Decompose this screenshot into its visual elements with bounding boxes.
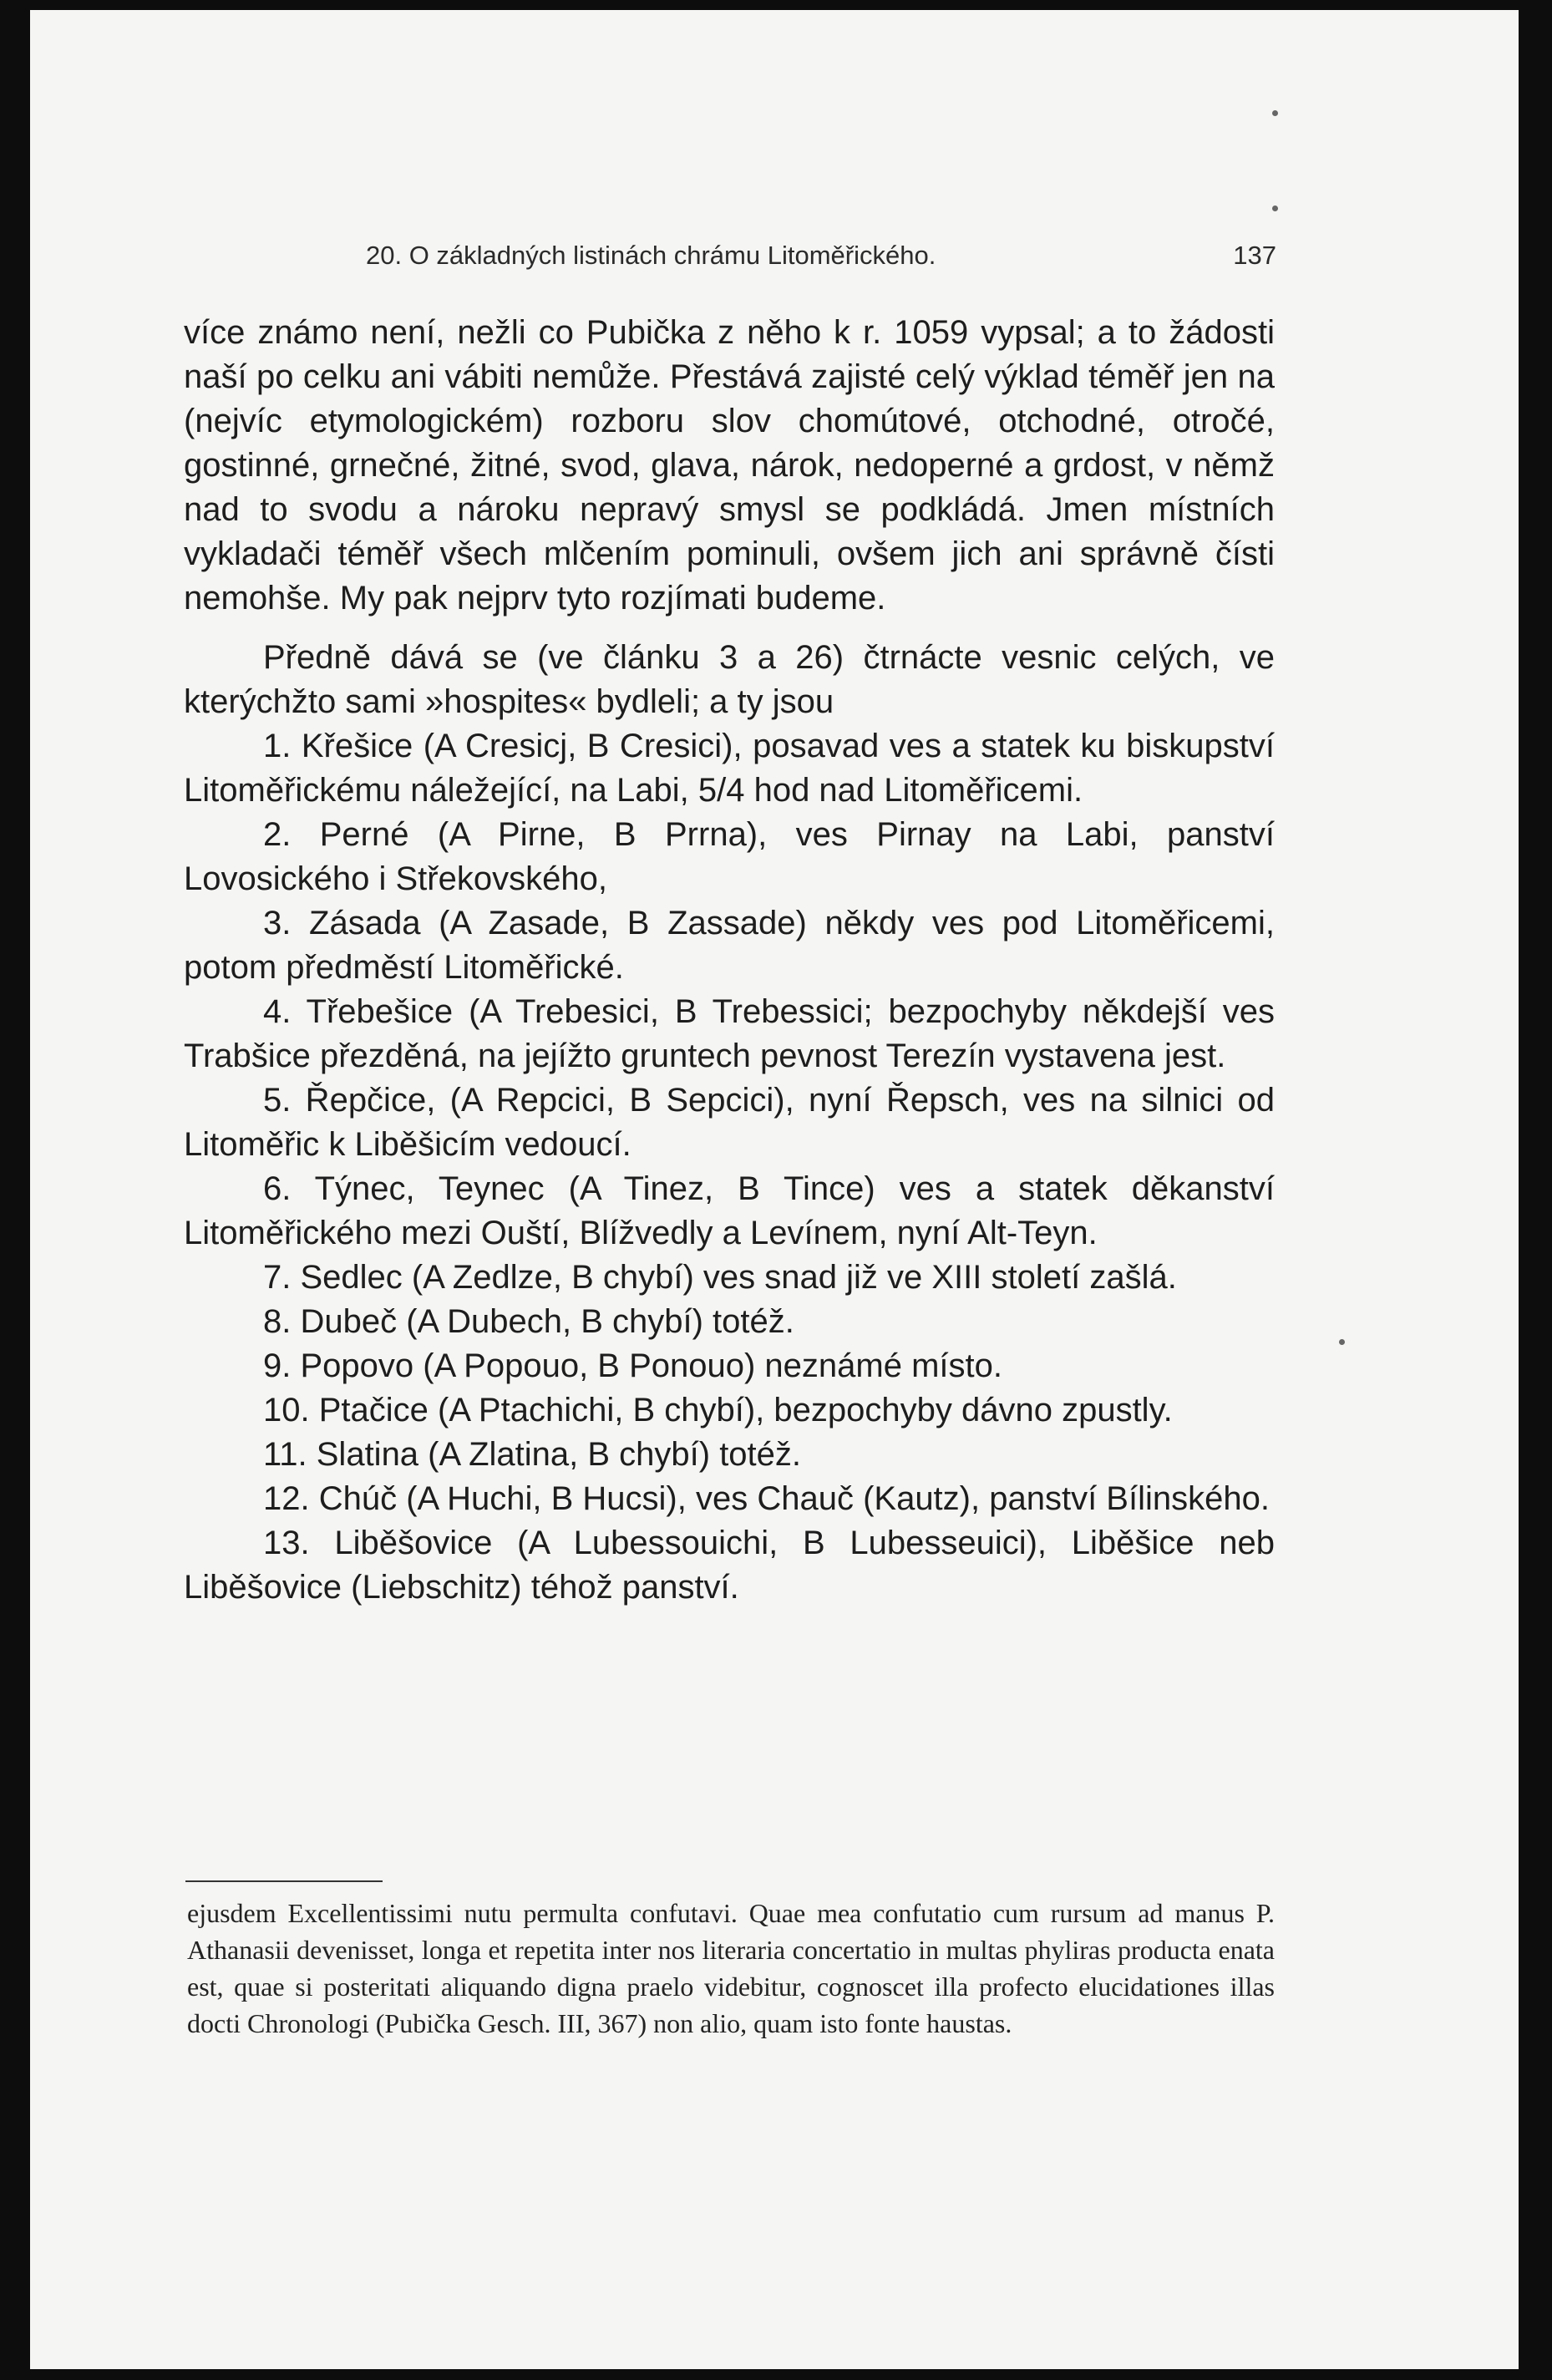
scan-border-left: [0, 0, 30, 2380]
paragraph: Předně dává se (ve článku 3 a 26) čtrnácte vesnic celých, ve kterýchžto sami »hospites« bydleli; a ty jsou: [184, 639, 1275, 720]
footnote-text: ejusdem Excellentissimi nutu permulta confutavi. Quae mea confutatio cum rursum ad manus P. Athanasii devenisset, longa et repetita inter nos literaria concertatio in multas phyliras producta enata est, quae si posteritati aliquando digna praelo videbitur, cognoscet illa profecto elucidationes illas docti Chronologi (Pubička Gesch. III, 367) non alio, quam isto fonte haustas.: [187, 1898, 1275, 2038]
list-item: 2. Perné (A Pirne, B Prrna), ves Pirnay na Labi, panství Lovosického i Střekovského,: [184, 816, 1275, 897]
list-item: 8. Dubeč (A Dubech, B chybí) totéž.: [263, 1303, 794, 1340]
list-item: 5. Řepčice, (A Repcici, B Sepcici), nyní Řepsch, ves na silnici od Litoměřic k Liběšicím vedoucí.: [184, 1082, 1275, 1163]
page-number: 137: [1233, 241, 1276, 270]
scan-border-right: [1519, 0, 1552, 2380]
dust-speck: [1272, 110, 1278, 116]
list-item: 1. Křešice (A Cresicj, B Cresici), posavad ves a statek ku biskupství Litoměřickému náležející, na Labi, 5/4 hod nad Litoměřicemi.: [184, 728, 1275, 809]
dust-speck: [1339, 1339, 1345, 1345]
list-item: 9. Popovo (A Popouo, B Ponouo) neznámé místo.: [263, 1347, 1002, 1384]
list-item: 6. Týnec, Teynec (A Tinez, B Tince) ves a statek děkanství Litoměřického mezi Ouští, Blížvedly a Levínem, nyní Alt-Teyn.: [184, 1170, 1275, 1251]
main-text: [184, 311, 1275, 1610]
footnote-rule: [185, 1880, 383, 1882]
dust-speck: [1272, 206, 1278, 211]
paragraph: více známo není, nežli co Pubička z něho k r. 1059 vypsal; a to žádosti naší po celku ani vábiti nemůže. Přestává zajisté celý výklad téměř jen na (nejvíc etymologickém) rozboru slov chomútové, otchodné, otročé, gostinné, grnečné, žitné, svod, glava, nárok, nedoperné a grdost, v němž nad to svodu a nároku nepravý smysl se podkládá. Jmen místních vykladači téměř všech mlčením pominuli, ovšem jich ani správně čísti nemohše. My pak nejprv tyto rozjímati budeme.: [184, 314, 1275, 617]
list-item: 12. Chúč (A Huchi, B Hucsi), ves Chauč (Kautz), panství Bílinského.: [263, 1480, 1270, 1517]
scan-border-bottom: [0, 2369, 1552, 2380]
list-item: 4. Třebešice (A Trebesici, B Trebessici; bezpochyby někdejší ves Trabšice přezděná, na jejížto gruntech pevnost Terezín vystavena jest.: [184, 993, 1275, 1074]
list-item: 3. Zásada (A Zasade, B Zassade) někdy ves pod Litoměřicemi, potom předměstí Litoměřické.: [184, 905, 1275, 986]
footnote: [187, 1895, 1275, 2042]
list-item: 11. Slatina (A Zlatina, B chybí) totéž.: [263, 1436, 802, 1473]
list-item: 7. Sedlec (A Zedlze, B chybí) ves snad již ve XIII století zašlá.: [263, 1259, 1177, 1296]
running-head-title: 20. O základných listinách chrámu Litoměřického.: [366, 241, 936, 270]
scan-border-top: [0, 0, 1552, 10]
list-item: 10. Ptačice (A Ptachichi, B chybí), bezpochyby dávno zpustly.: [263, 1392, 1173, 1429]
list-item: 13. Liběšovice (A Lubessouichi, B Lubesseuici), Liběšice neb Liběšovice (Liebschitz) téhož panství.: [184, 1525, 1275, 1606]
